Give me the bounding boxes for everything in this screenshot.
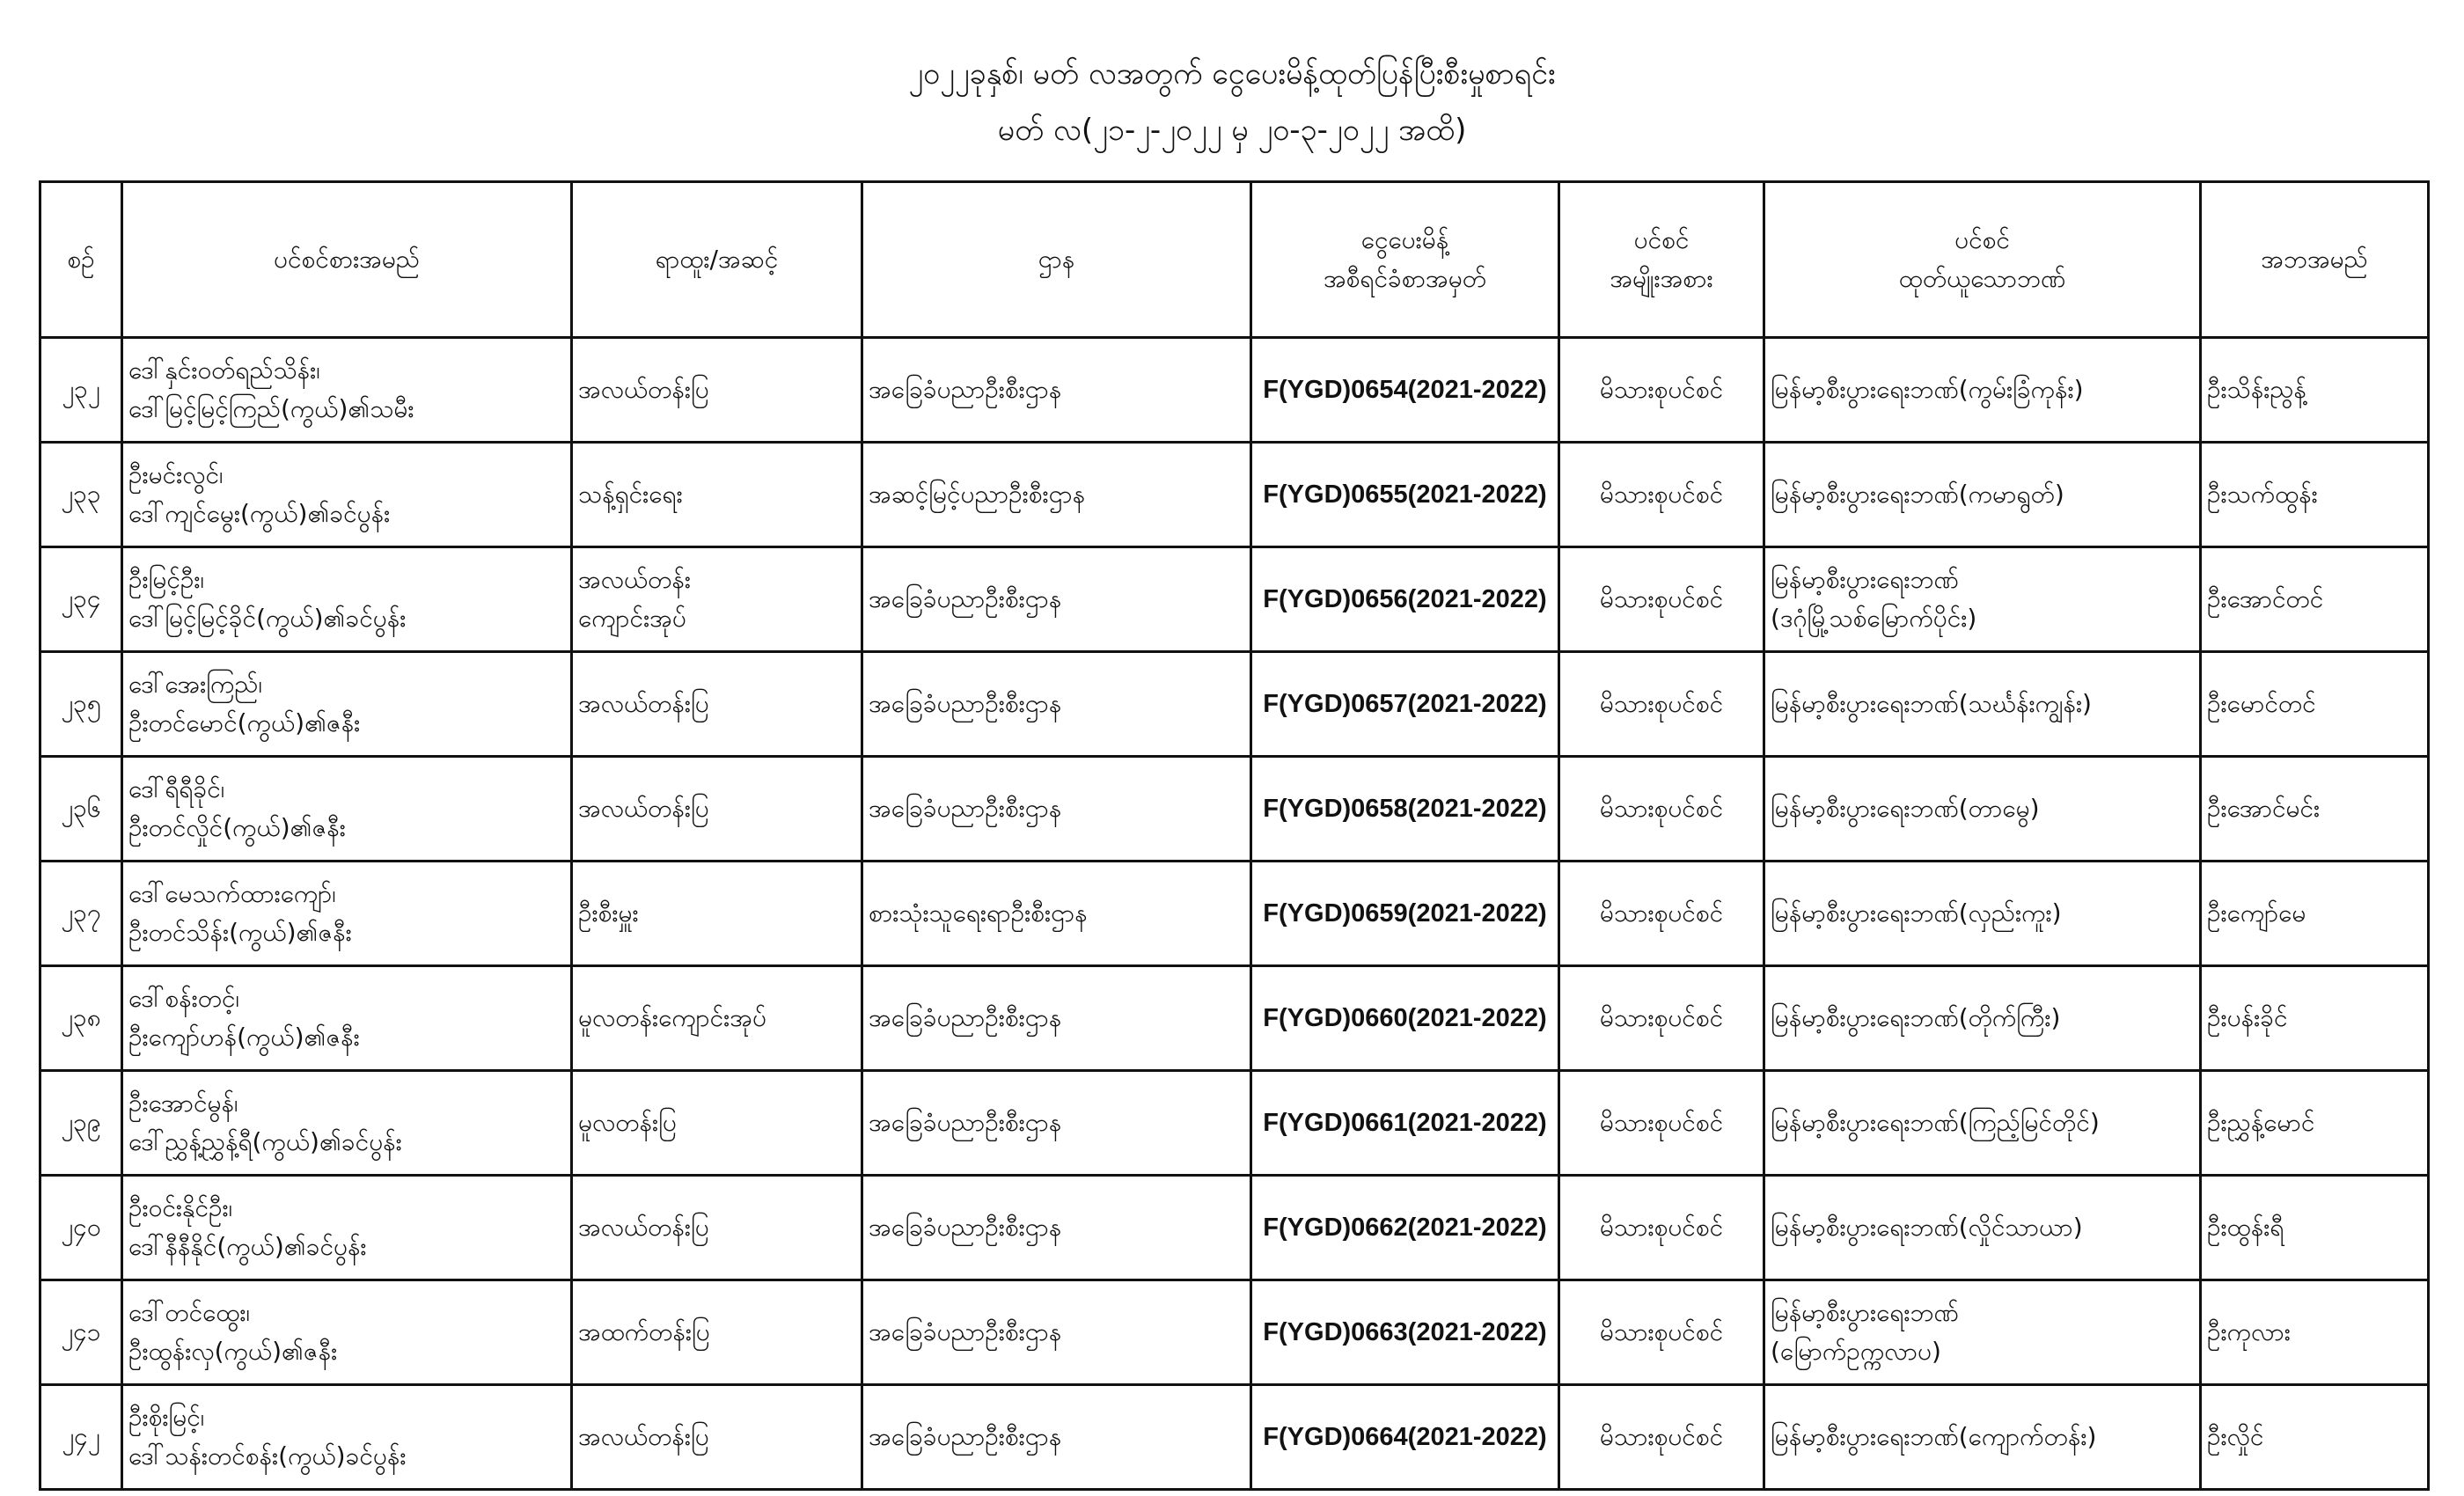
cell-pension-type: မိသားစုပင်စင် [1559, 1280, 1764, 1385]
cell-department: အခြေခံပညာဦးစီးဌာန [862, 338, 1251, 443]
header-paying-bank [1764, 182, 2201, 338]
cell-department: အခြေခံပညာဦးစီးဌာန [862, 1176, 1251, 1280]
cell-father-name: ဦးသက်ထွန်း [2201, 443, 2429, 547]
table-row [40, 862, 2429, 966]
cell-pensioner-name [122, 547, 572, 652]
header-no: စဉ် [40, 182, 122, 338]
header-line: အစီရင်ခံစာအမှတ် [1323, 264, 1487, 293]
cell-line: ဒေါ်ရီရီခိုင်၊ [128, 774, 225, 803]
cell-paying-bank [1764, 1385, 2201, 1490]
cell-father-name: ဦးထွန်းရီ [2201, 1176, 2429, 1280]
cell-department: အဆင့်မြင့်ပညာဦးစီးဌာန [862, 443, 1251, 547]
cell-pension-type: မိသားစုပင်စင် [1559, 757, 1764, 862]
cell-line: အလယ်တန်းပြ [578, 1422, 709, 1451]
cell-line: မြန်မာ့စီးပွားရေးဘဏ်(ကြည့်မြင်တိုင်) [1771, 1108, 2100, 1137]
cell-serial-no: ၂၃၇ [40, 862, 122, 966]
cell-payment-order-no: F(YGD)0658(2021-2022) [1251, 757, 1559, 862]
cell-pensioner-name [122, 862, 572, 966]
cell-rank [572, 1176, 862, 1280]
cell-paying-bank [1764, 652, 2201, 757]
cell-payment-order-no: F(YGD)0661(2021-2022) [1251, 1071, 1559, 1176]
header-pension-type [1559, 182, 1764, 338]
cell-payment-order-no: F(YGD)0655(2021-2022) [1251, 443, 1559, 547]
cell-paying-bank [1764, 1071, 2201, 1176]
cell-department: အခြေခံပညာဦးစီးဌာန [862, 757, 1251, 862]
cell-serial-no: ၂၃၄ [40, 547, 122, 652]
cell-payment-order-no: F(YGD)0656(2021-2022) [1251, 547, 1559, 652]
cell-line: ဦးတင်မောင်(ကွယ်)၏ဇနီး [128, 708, 361, 737]
cell-line: အလယ်တန်းပြ [578, 375, 709, 404]
cell-line: အလယ်တန်းပြ [578, 689, 709, 718]
cell-line: ဦးစီးမှူး [578, 898, 639, 928]
cell-department: အခြေခံပညာဦးစီးဌာန [862, 1280, 1251, 1385]
cell-line: ဒေါ်မေသက်ထားကျော်၊ [128, 879, 336, 908]
cell-pension-type: မိသားစုပင်စင် [1559, 1071, 1764, 1176]
table-row [40, 652, 2429, 757]
header-department: ဌာန [862, 182, 1251, 338]
header-line: ထုတ်ယူသောဘဏ် [1898, 264, 2066, 293]
cell-line: ဒေါ်ကျင်မွေး(ကွယ်)၏ခင်ပွန်း [128, 499, 391, 528]
cell-pension-type: မိသားစုပင်စင် [1559, 1176, 1764, 1280]
cell-line: ဒေါ်ညွှန့်ညွှန့်ရီ(ကွယ်)၏ခင်ပွန်း [128, 1127, 402, 1156]
cell-line: မြန်မာ့စီးပွားရေးဘဏ်(ကွမ်းခြံကုန်း) [1771, 375, 2084, 404]
cell-rank [572, 1280, 862, 1385]
cell-pensioner-name [122, 652, 572, 757]
cell-rank [572, 757, 862, 862]
cell-serial-no: ၂၄၁ [40, 1280, 122, 1385]
header-payment-order-no [1251, 182, 1559, 338]
cell-line: သန့်ရှင်းရေး [578, 480, 683, 509]
cell-father-name: ဦးလှိုင် [2201, 1385, 2429, 1490]
cell-line: ဦးထွန်းလှ(ကွယ်)၏ဇနီး [128, 1337, 338, 1366]
cell-department: အခြေခံပညာဦးစီးဌာန [862, 547, 1251, 652]
cell-payment-order-no: F(YGD)0657(2021-2022) [1251, 652, 1559, 757]
cell-line: (မြောက်ဥက္ကလာပ) [1771, 1337, 1941, 1366]
cell-father-name: ဦးအောင်တင် [2201, 547, 2429, 652]
cell-serial-no: ၂၃၈ [40, 966, 122, 1071]
cell-rank [572, 862, 862, 966]
cell-line: ဦးမြင့်ဦး၊ [128, 565, 204, 594]
cell-pension-type: မိသားစုပင်စင် [1559, 443, 1764, 547]
cell-father-name: ဦးကုလား [2201, 1280, 2429, 1385]
cell-serial-no: ၂၃၅ [40, 652, 122, 757]
cell-department: အခြေခံပညာဦးစီးဌာန [862, 966, 1251, 1071]
header-line: ပင်စင် [1633, 225, 1690, 254]
cell-line: မြန်မာ့စီးပွားရေးဘဏ်(ကျောက်တန်း) [1771, 1422, 2097, 1451]
cell-paying-bank [1764, 966, 2201, 1071]
cell-line: ဒေါ်တင်ထွေး၊ [128, 1298, 250, 1327]
cell-father-name: ဦးပန်းခိုင် [2201, 966, 2429, 1071]
cell-line: မြန်မာ့စီးပွားရေးဘဏ် [1771, 1298, 1959, 1327]
header-rank: ရာထူး/အဆင့် [572, 182, 862, 338]
cell-pensioner-name [122, 1385, 572, 1490]
cell-line: (ဒဂုံမြို့သစ်မြောက်ပိုင်း) [1771, 604, 1977, 633]
cell-paying-bank [1764, 443, 2201, 547]
cell-line: အလယ်တန်းပြ [578, 1213, 709, 1242]
cell-line: ကျောင်းအုပ် [578, 604, 686, 633]
cell-payment-order-no: F(YGD)0660(2021-2022) [1251, 966, 1559, 1071]
cell-paying-bank [1764, 862, 2201, 966]
header-line: ငွေပေးမိန့် [1360, 225, 1449, 254]
cell-paying-bank [1764, 338, 2201, 443]
cell-line: အလယ်တန်း [578, 565, 691, 594]
table-row [40, 1071, 2429, 1176]
cell-line: ဦးစိုးမြင့်၊ [128, 1403, 205, 1432]
table-row [40, 966, 2429, 1071]
cell-pension-type: မိသားစုပင်စင် [1559, 1385, 1764, 1490]
table-row [40, 1280, 2429, 1385]
cell-serial-no: ၂၃၉ [40, 1071, 122, 1176]
cell-father-name: ဦးညွှန့်မောင် [2201, 1071, 2429, 1176]
cell-line: မြန်မာ့စီးပွားရေးဘဏ်(လှိုင်သာယာ) [1771, 1213, 2083, 1242]
cell-serial-no: ၂၄၂ [40, 1385, 122, 1490]
cell-rank [572, 652, 862, 757]
cell-line: ဦးမင်းလွင်၊ [128, 460, 224, 489]
cell-line: ဦးဝင်းနိုင်ဦး၊ [128, 1193, 233, 1222]
header-line: ပင်စင် [1954, 225, 2010, 254]
cell-line: မြန်မာ့စီးပွားရေးဘဏ်(သင်္ဃန်းကျွန်း) [1771, 689, 2092, 718]
cell-father-name: ဦးအောင်မင်း [2201, 757, 2429, 862]
cell-rank [572, 338, 862, 443]
cell-line: မြန်မာ့စီးပွားရေးဘဏ်(တာမွေ) [1771, 794, 2040, 823]
cell-rank [572, 443, 862, 547]
cell-line: မူလတန်းကျောင်းအုပ် [578, 1003, 766, 1032]
cell-paying-bank [1764, 1280, 2201, 1385]
cell-line: ဦးကျော်ဟန်(ကွယ်)၏ဇနီး [128, 1023, 360, 1052]
cell-pensioner-name [122, 443, 572, 547]
cell-department: စားသုံးသူရေးရာဦးစီးဌာန [862, 862, 1251, 966]
cell-paying-bank [1764, 1176, 2201, 1280]
cell-pensioner-name [122, 757, 572, 862]
cell-department: အခြေခံပညာဦးစီးဌာန [862, 1071, 1251, 1176]
cell-pensioner-name [122, 1176, 572, 1280]
table-header-row [40, 182, 2429, 338]
cell-line: ဦးတင်လှိုင်(ကွယ်)၏ဇနီး [128, 813, 346, 842]
cell-department: အခြေခံပညာဦးစီးဌာန [862, 652, 1251, 757]
cell-line: မြန်မာ့စီးပွားရေးဘဏ်(လှည်းကူး) [1771, 898, 2062, 928]
header-pensioner-name: ပင်စင်စားအမည် [122, 182, 572, 338]
header-line: အမျိုးအစား [1610, 264, 1713, 293]
cell-line: ဦးအောင်မွန်၊ [128, 1089, 238, 1118]
cell-pension-type: မိသားစုပင်စင် [1559, 652, 1764, 757]
cell-pension-type: မိသားစုပင်စင် [1559, 338, 1764, 443]
cell-line: ဒေါ်အေးကြည်၊ [128, 670, 262, 699]
cell-payment-order-no: F(YGD)0664(2021-2022) [1251, 1385, 1559, 1490]
cell-pension-type: မိသားစုပင်စင် [1559, 966, 1764, 1071]
cell-payment-order-no: F(YGD)0663(2021-2022) [1251, 1280, 1559, 1385]
table-row [40, 1176, 2429, 1280]
cell-father-name: ဦးကျော်မေ [2201, 862, 2429, 966]
cell-rank [572, 547, 862, 652]
cell-pensioner-name [122, 966, 572, 1071]
cell-line: မြန်မာ့စီးပွားရေးဘဏ်(တိုက်ကြီး) [1771, 1003, 2061, 1032]
cell-pensioner-name [122, 1280, 572, 1385]
cell-payment-order-no: F(YGD)0654(2021-2022) [1251, 338, 1559, 443]
cell-line: ဒေါ်စန်းတင့်၊ [128, 984, 239, 1013]
cell-pension-type: မိသားစုပင်စင် [1559, 862, 1764, 966]
cell-line: မူလတန်းပြ [578, 1108, 677, 1137]
cell-payment-order-no: F(YGD)0662(2021-2022) [1251, 1176, 1559, 1280]
cell-pension-type: မိသားစုပင်စင် [1559, 547, 1764, 652]
cell-serial-no: ၂၄၀ [40, 1176, 122, 1280]
cell-serial-no: ၂၃၆ [40, 757, 122, 862]
cell-line: ဒေါ်နီနီနိုင်(ကွယ်)၏ခင်ပွန်း [128, 1232, 367, 1261]
document-subtitle-period: မတ် လ(၂၁-၂-၂၀၂၂ မှ ၂၀-၃-၂၀၂၂ အထိ) [997, 113, 1467, 148]
cell-rank [572, 1385, 862, 1490]
table-row [40, 338, 2429, 443]
cell-line: ဒေါ်မြင့်မြင့်ခိုင်(ကွယ်)၏ခင်ပွန်း [128, 604, 407, 633]
cell-rank [572, 966, 862, 1071]
cell-pensioner-name [122, 338, 572, 443]
cell-rank [572, 1071, 862, 1176]
cell-father-name: ဦးမောင်တင် [2201, 652, 2429, 757]
table-row [40, 547, 2429, 652]
cell-paying-bank [1764, 757, 2201, 862]
cell-line: ဒေါ်မြင့်မြင့်ကြည်(ကွယ်)၏သမီး [128, 394, 414, 423]
cell-line: ဒေါ်နှင်းဝတ်ရည်သိန်း၊ [128, 356, 320, 385]
cell-department: အခြေခံပညာဦးစီးဌာန [862, 1385, 1251, 1490]
cell-payment-order-no: F(YGD)0659(2021-2022) [1251, 862, 1559, 966]
table-row [40, 1385, 2429, 1490]
cell-paying-bank [1764, 547, 2201, 652]
cell-line: မြန်မာ့စီးပွားရေးဘဏ် [1771, 565, 1959, 594]
cell-line: အထက်တန်းပြ [578, 1317, 710, 1346]
cell-serial-no: ၂၃၂ [40, 338, 122, 443]
cell-line: မြန်မာ့စီးပွားရေးဘဏ်(ကမာရွတ်) [1771, 480, 2064, 509]
table-row [40, 757, 2429, 862]
cell-line: ဦးတင်သိန်း(ကွယ်)၏ဇနီး [128, 918, 352, 947]
cell-line: ဒေါ်သန်းတင်စန်း(ကွယ်)ခင်ပွန်း [128, 1441, 407, 1470]
cell-serial-no: ၂၃၃ [40, 443, 122, 547]
cell-line: အလယ်တန်းပြ [578, 794, 709, 823]
cell-pensioner-name [122, 1071, 572, 1176]
cell-father-name: ဦးသိန်းညွန့် [2201, 338, 2429, 443]
header-father-name: အဘအမည် [2201, 182, 2429, 338]
pension-orders-table [39, 180, 2430, 1491]
document-title: ၂၀၂၂ခုနှစ်၊ မတ် လအတွက် ငွေပေးမိန့်ထုတ်ပြန်ပြီးစီးမှုစာရင်း [908, 56, 1556, 92]
table-row [40, 443, 2429, 547]
